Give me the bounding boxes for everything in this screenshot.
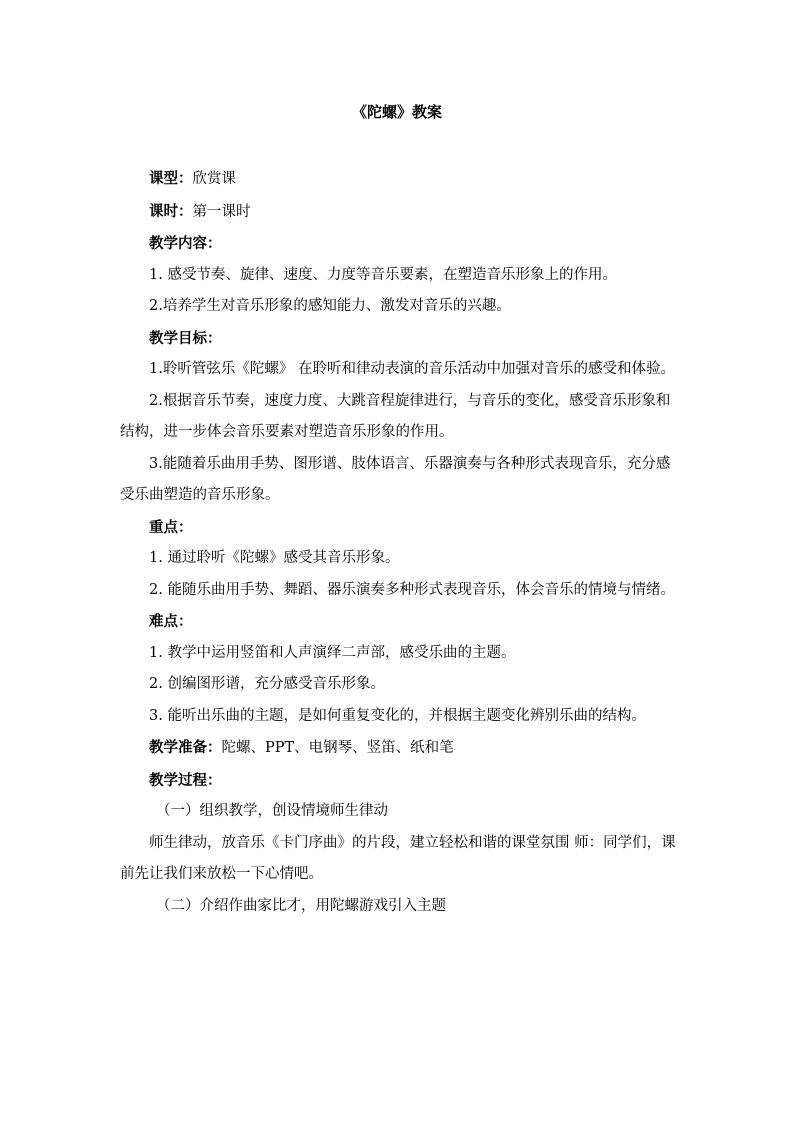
preparation-value: 陀螺、PPT、电钢琴、竖笛、纸和笔 (221, 740, 454, 756)
objectives-heading: 教学目标： (149, 329, 222, 347)
course-type-line (120, 163, 676, 196)
process-step1-heading: （一）组织教学，创设情境师生律动 (156, 803, 388, 819)
key-point-item: 2. 能随乐曲用手势、舞蹈、器乐演奏多种形式表现音乐，体会音乐的情境与情绪。 (149, 581, 675, 598)
content-heading: 教学内容： (149, 235, 222, 252)
difficulty-item: 2. 创编图形谱，充分感受音乐形象。 (149, 676, 385, 692)
objective-item: 3.能随着乐曲用手势、图形谱、肢体语言、乐器演奏与各种形式表现音乐，充分感受乐曲塑造的音乐形象。 (120, 455, 671, 503)
process-step2-heading: （二）介绍作曲家比才，用陀螺游戏引入主题 (156, 897, 446, 914)
class-hours-line (120, 196, 676, 229)
preparation-line (120, 732, 676, 765)
class-hours-label: 课时： (149, 202, 193, 220)
process-heading: 教学过程： (149, 771, 222, 789)
key-points-heading: 重点： (149, 518, 193, 536)
class-hours-value: 第一课时 (192, 203, 251, 220)
preparation-label: 教学准备： (149, 739, 222, 756)
difficulty-item: 3. 能听出乐曲的主题，是如何重复变化的，并根据主题变化辨别乐曲的结构。 (149, 707, 646, 724)
page-title: 《陀螺》教案 (351, 103, 442, 121)
process-step1-text: 师生律动，放音乐《卡门序曲》的片段，建立轻松和谐的课堂氛围 师：同学们，课前先让我们来放松一下心情吧。 (120, 834, 676, 882)
difficulty-item: 1. 教学中运用竖笛和人声演绎二声部，感受乐曲的主题。 (149, 644, 516, 661)
objective-item: 2.根据音乐节奏，速度力度、大跳音程旋律进行，与音乐的变化，感受音乐形象和结构，进一步体会音乐要素对塑造音乐形象的作用。 (120, 392, 671, 440)
content-item: 2.培养学生对音乐形象的感知能力、激发对音乐的兴趣。 (149, 298, 511, 314)
difficulties-heading: 难点： (149, 613, 193, 630)
course-type-value: 欣赏课 (192, 171, 236, 187)
content-item: 1. 感受节奏、旋律、速度、力度等音乐要素，在塑造音乐形象上的作用。 (149, 266, 617, 283)
objective-item: 1.聆听管弦乐《陀螺》 在聆听和律动表演的音乐活动中加强对音乐的感受和体验。 (149, 361, 675, 377)
lesson-plan-body (120, 163, 676, 922)
course-type-label: 课型： (149, 170, 193, 187)
key-point-item: 1. 通过聆听《陀螺》感受其音乐形象。 (149, 550, 400, 566)
